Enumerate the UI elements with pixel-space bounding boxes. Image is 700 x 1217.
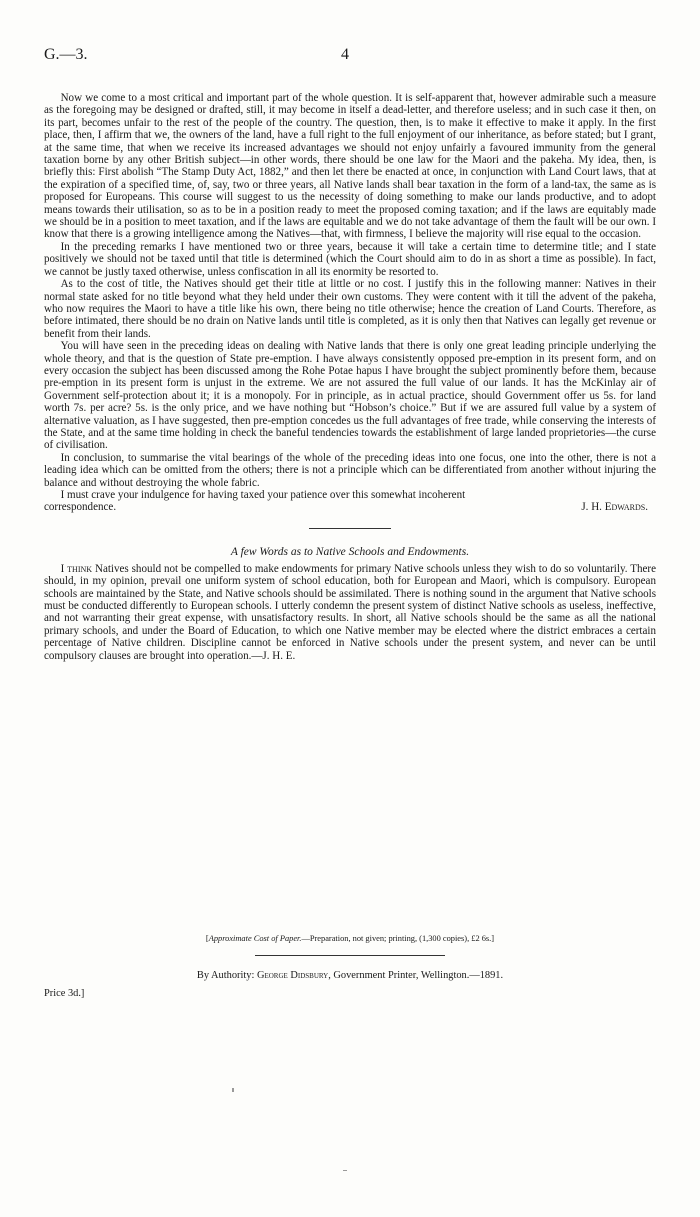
scan-speck [343,1170,347,1171]
letter-paragraph: I must crave your indulgence for having taxed your patience over this somewhat incoherent [60,489,466,501]
letter-paragraph: In the preceding remarks I have mentioned two or three years, because it will take a certain time to determine title; and I state positively we should not be taxed until that title is determined (which the Court should aim to do in as short a time as possible). In fact, we cannot be justly taxed otherwise, unless confiscation in all its enormity be resorted to. [44,240,656,278]
lead-word: I think [60,562,93,575]
footer-rule [255,955,445,956]
authority-prefix: By Authority: [196,970,257,981]
scan-speck [232,1088,234,1092]
printer-name: George Didsbury [256,970,329,981]
cost-label: Approximate Cost of Paper. [208,934,302,943]
document-code: G.—3. [44,46,88,63]
price-label: Price 3d.] [44,988,85,999]
schools-paragraph [44,563,656,662]
cost-text: —Preparation, not given; printing, (1,300 copies), £2 6s. [301,934,492,943]
signature: J. H. Edwards. [581,501,648,514]
authority-suffix: , Government Printer, Wellington.—1891. [328,970,504,981]
letter-signoff [44,501,656,514]
printer-authority [44,970,656,981]
schools-body: Natives should not be compelled to make endowments for primary Native schools unless they wish to do so voluntarily. There should, in my opinion, prevail one uniform system of school education, both for European and Maori, which is compulsory. European schools are maintained by the State, and Native schools should be assimilated. There is nothing sound in the argument that Native schools must be conducted differently to European schools. I utterly condemn the present system of distinct Native schools as useless, ineffective, and not warranting their great expense, with unsatisfactory results. In short, all Native schools should be the same as all the national primary schools, and under the Board of Education, to which one Native member may be elected where the district embraces a certain percentage of Native children. Discipline cannot be enforced in Native schools under the present system, and never can be until compulsory clauses are brought into operation.—J. H. E. [44,562,656,662]
letter-paragraph: You will have seen in the preceding ideas on dealing with Native lands that there is only one great leading principle underlying the whole theory, and that is the question of State pre-emption. I have always consistently opposed pre-emption in its present form, and on every occasion the subject has been discussed among the Rohe Potae hapus I have brought the subject prominently before them, because pre-emption in its present form is unjust in the extreme. We are not assured the full value of our lands. It has the McKinlay air of Government self-protection about it; it is a monopoly. For in principle, as in actual practice, should Government offer us 5s. for land worth 7s. per acre? 5s. is the only price, and we have nothing but “Hobson’s choice.” But if we are assured full value by a system of alternative valuation, as I have suggested, then pre-emption concedes us the full advantages of free trade, while conserving the interests of the State, and at the same time holding in check the baneful tendencies towards the establishment of large landed proprietories—the curse of civilisation. [44,340,656,452]
page-number: 4 [341,46,349,63]
letter-paragraph: Now we come to a most critical and important part of the whole question. It is self-apparent that, however admirable such a measure as the foregoing may be designed or drafted, still, it may become in itself a dead-letter, and therefore useless; and in such case it then, on its part, becomes unfair to the rest of the people of the country. The question, then, is to make it effective to make it apply. In the first place, then, I affirm that we, the owners of the land, have a full right to the full enjoyment of our inheritance, as before stated; but I grant, at the same time, that when we receive its increased advantages we should not enjoy unfairly a favoured immunity from the general taxation borne by any other British subject—in other words, there should be one law for the Maori and the pakeha. My idea, then, is briefly this: First abolish “The Stamp Duty Act, 1882,” and then let there be enacted at once, in conjunction with Land Court laws, that at the expiration of a specified time, of, say, two or three years, all Native lands shall bear taxation in the form of a land-tax, the same as is proposed for Europeans. This course will suggest to us the necessity of doing something to make our lands productive, and to adopt means towards their utilisation, so as to be in a position ready to meet the proposed coming taxation; and if the laws are equitably made we should be in a position to meet taxation, and if the laws are equitable and we do not take advantage of them the fault will be our own. I know that there is a growing intelligence among the Natives—that, with firmness, I believe the majority will rise equal to the occasion. [44,92,656,241]
letter-paragraph: In conclusion, to summarise the vital bearings of the whole of the preceding ideas into one focus, one into the other, there is not a leading idea which can be omitted from the others; there is not a principle which can be differentiated from another without injuring the balance and without destroying the whole fabric. [44,451,656,489]
section-divider [309,528,391,529]
section-title: A few Words as to Native Schools and Endowments. [230,546,470,559]
page-header [44,46,654,70]
letter-body [44,92,656,662]
closing-line: correspondence. [44,501,117,514]
letter-paragraph: As to the cost of title, the Natives should get their title at little or no cost. I justify this in the following manner: Natives in their normal state asked for no title beyond what they held under their own customs. They were content with it till the advent of the pakeha, who now requires the Maori to have a title like his own, there being no title otherwise; hence the creation of Land Courts. Therefore, as before intimated, there should be no drain on Native lands until title is completed, as it is only then that Natives can legally get revenue or benefit from their lands. [44,278,656,340]
cost-note: [Approximate Cost of Paper.—Preparation, not given; printing, (1,300 copies), £2 6s.] [205,934,495,943]
